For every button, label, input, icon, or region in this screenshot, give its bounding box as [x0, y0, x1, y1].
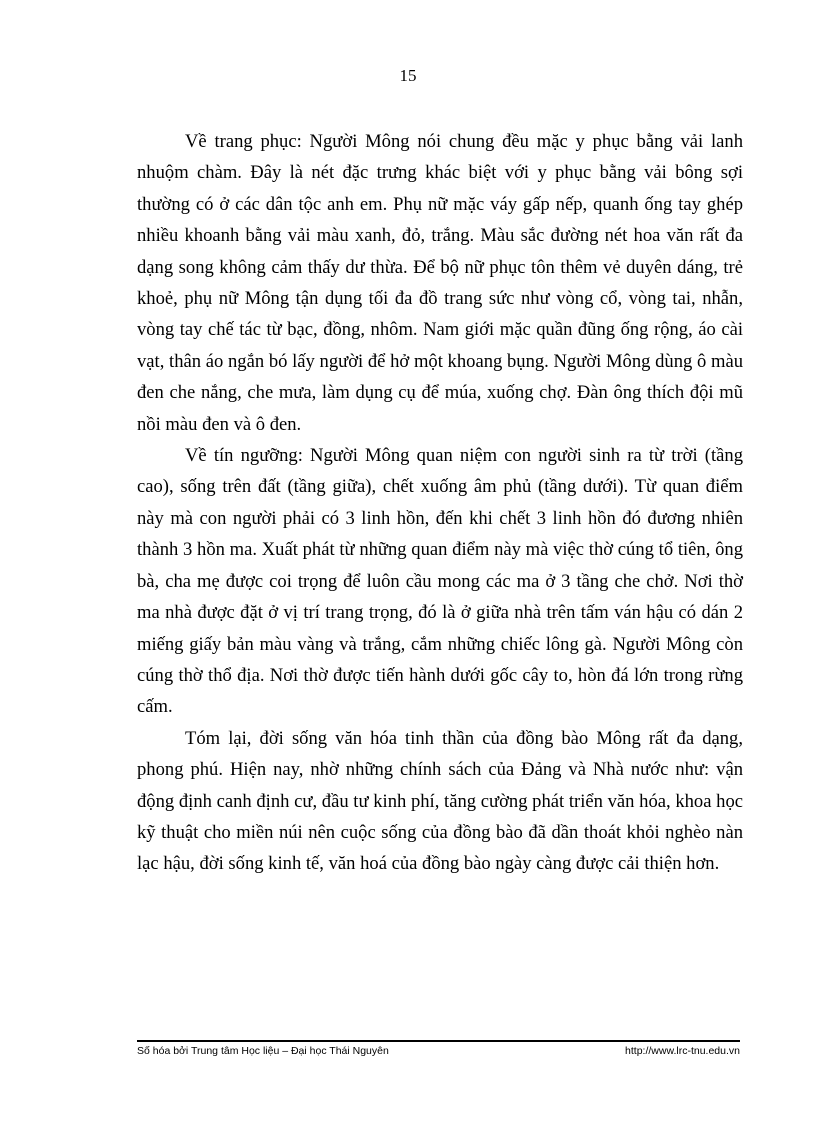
paragraph-clothing: Về trang phục: Người Mông nói chung đều mặc y phục bằng vải lanh nhuộm chàm. Đây là nét đặc trưng khác biệt với y phục bằng vải bông sợi thường có ở các dân tộc anh em. Phụ nữ mặc váy gấp nếp, quanh ống tay ghép nhiều khoanh bằng vải màu xanh, đỏ, trắng. Màu sắc đường nét hoa văn rất đa dạng song không cảm thấy dư thừa. Để bộ nữ phục tôn thêm vẻ duyên dáng, trẻ khoẻ, phụ nữ Mông tận dụng tối đa đồ trang sức như vòng cổ, vòng tai, nhẫn, vòng tay chế tác từ bạc, đồng, nhôm. Nam giới mặc quần đũng ống rộng, áo cài vạt, thân áo ngắn bó lấy người để hở một khoang bụng. Người Mông dùng ô màu đen che nắng, che mưa, làm dụng cụ để múa, xuống chợ. Đàn ông thích đội mũ nồi màu đen và ô đen. [137, 131, 743, 435]
paragraph-beliefs: Về tín ngưỡng: Người Mông quan niệm con người sinh ra từ trời (tầng cao), sống trên đất (tầng giữa), chết xuống âm phủ (tầng dưới). Từ quan điểm này mà con người phải có 3 linh hồn, đến khi chết 3 linh hồn đó đương nhiên thành 3 hồn ma. Xuất phát từ những quan điểm này mà việc thờ cúng tổ tiên, ông bà, cha mẹ được coi trọng để luôn cầu mong các ma ở 3 tầng che chở. Nơi thờ ma nhà được đặt ở vị trí trang trọng, đó là ở giữa nhà trên tấm ván hậu có dán 2 miếng giấy bản màu vàng và trắng, cắm những chiếc lông gà. Người Mông còn cúng thờ thổ địa. Nơi thờ được tiến hành dưới gốc cây to, hòn đá lớn trong rừng cấm. [137, 445, 743, 718]
footer-divider [137, 1040, 740, 1042]
page-number: 15 [399, 66, 417, 85]
footer-url: http://www.lrc-tnu.edu.vn [625, 1045, 740, 1057]
paragraph-summary: Tóm lại, đời sống văn hóa tinh thần của đồng bào Mông rất đa dạng, phong phú. Hiện nay, nhờ những chính sách của Đảng và Nhà nước như: vận động định canh định cư, đầu tư kinh phí, tăng cường phát triển văn hóa, khoa học kỹ thuật cho miền núi nên cuộc sống của đồng bào đã dần thoát khỏi nghèo nàn lạc hậu, đời sống kinh tế, văn hoá của đồng bào ngày càng được cải thiện hơn. [137, 727, 743, 875]
footer-credit: Số hóa bởi Trung tâm Học liệu – Đại học Thái Nguyên [137, 1045, 389, 1057]
document-body [137, 126, 743, 880]
